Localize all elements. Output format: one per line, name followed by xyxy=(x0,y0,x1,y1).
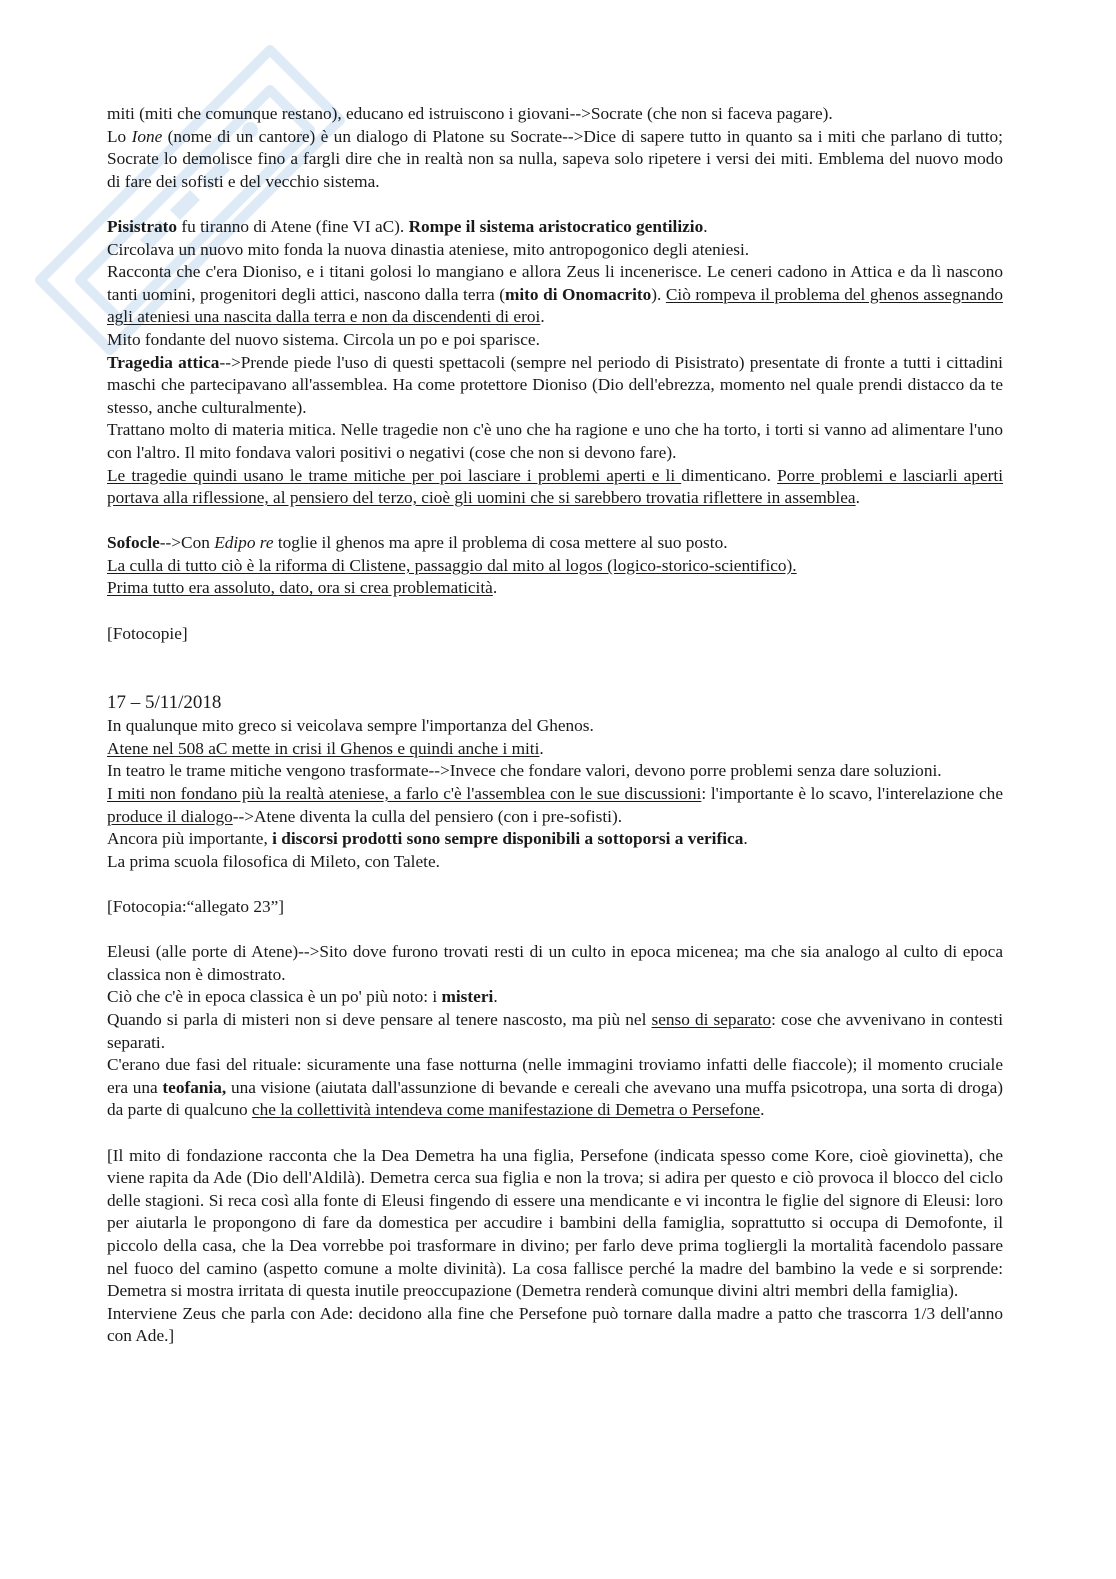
paragraph: [Fotocopia:“allegato 23”] xyxy=(107,897,285,916)
paragraph: Ciò che c'è in epoca classica è un po' più noto: i misteri. xyxy=(107,987,498,1007)
paragraph: C'erano due fasi del rituale: sicuramente una fase notturna (nelle immagini troviamo infatti delle fiaccole); il momento cruciale era una teofania, una visione (aiutata dall'assunzione di bevande e cereali che avevano una muffa psicotropa, una sorta di droga) da parte di qualcuno che la collettività intendeva come manifestazione di Demetra o Persefone. xyxy=(107,1055,1003,1120)
paragraph: In qualunque mito greco si veicolava sempre l'importanza del Ghenos. xyxy=(107,716,594,736)
paragraph: Mito fondante del nuovo sistema. Circola un po e poi sparisce. xyxy=(107,329,540,349)
paragraph: Prima tutto era assoluto, dato, ora si crea problematicità. xyxy=(107,578,498,598)
paragraph: Pisistrato fu tiranno di Atene (fine VI aC). Rompe il sistema aristocratico gentilizio. xyxy=(107,216,708,236)
paragraph: miti (miti che comunque restano), educano ed istruiscono i giovani-->Socrate (che non si faceva pagare). xyxy=(107,104,833,123)
paragraph: Atene nel 508 aC mette in crisi il Ghenos e quindi anche i miti. xyxy=(107,738,544,758)
paragraph: Eleusi (alle porte di Atene)-->Sito dove furono trovati resti di un culto in epoca micenea; ma che sia analogo al culto di epoca classica non è dimostrato. xyxy=(107,942,1003,984)
paragraph: Sofocle-->Con Edipo re toglie il ghenos ma apre il problema di cosa mettere al suo posto. xyxy=(107,533,728,553)
paragraph: Circolava un nuovo mito fonda la nuova dinastia ateniese, mito antropogonico degli ateniesi. xyxy=(107,239,750,259)
paragraph: In teatro le trame mitiche vengono trasformate-->Invece che fondare valori, devono porre problemi senza dare soluzioni. xyxy=(107,761,942,781)
paragraph: La culla di tutto ciò è la riforma di Clistene, passaggio dal mito al logos (logico-storico-scientifico). xyxy=(107,555,797,575)
paragraph: Lo Ione (nome di un cantore) è un dialogo di Platone su Socrate-->Dice di sapere tutto in quanto sa i miti che parlano di tutto; Socrate lo demolisce fino a fargli dire che in realtà non sa nulla, sapeva solo ripetere i versi dei miti. Emblema del nuovo modo di fare dei sofisti e del vecchio sistema. xyxy=(107,126,1003,191)
paragraph: Interviene Zeus che parla con Ade: decidono alla fine che Persefone può tornare dalla madre a patto che trascorra 1/3 dell'anno con Ade.] xyxy=(107,1303,1003,1346)
document-page xyxy=(107,103,1003,1348)
paragraph: La prima scuola filosofica di Mileto, con Talete. xyxy=(107,851,440,871)
paragraph: [Il mito di fondazione racconta che la Dea Demetra ha una figlia, Persefone (indicata spesso come Kore, cioè giovinetta), che viene rapita da Ade (Dio dell'Aldilà). Demetra cerca sua figlia e non la trova; si adira per questo e ciò provoca il blocco del ciclo delle stagioni. Si reca così alla fonte di Eleusi fingendo di essere una mendicante e vi incontra le figlie del signore di Eleusi: loro per aiutarla le propongono di fare da domestica per accudire i bambini della famiglia, soprattutto si occupa di Demofonte, il piccolo della casa, che la Dea vorrebbe poi trasformare in divino; per farlo deve prima togliergli la mortalità facendolo passare nel fuoco del camino (aspetto comune a molte divinità). La cosa fallisce perché la madre del bambino la vede e si sorprende: Demetra si mostra irritata di questa inutile preoccupazione (Demetra renderà comunque divini altri membri della famiglia). xyxy=(107,1145,1003,1301)
paragraph: [Fotocopie] xyxy=(107,623,188,643)
paragraph: Trattano molto di materia mitica. Nelle tragedie non c'è uno che ha ragione e uno che ha torto, i torti si vanno ad alimentare l'uno con l'altro. Il mito fondava valori positivi o negativi (cose che non si devono fare). xyxy=(107,420,1003,462)
paragraph: Racconta che c'era Dioniso, e i titani golosi lo mangiano e allora Zeus li incenerisce. Le ceneri cadono in Attica e da lì nascono tanti uomini, progenitori degli attici, nascono dalla terra (mito di Onomacrito). Ciò rompeva il problema del ghenos assegnando agli ateniesi una nascita dalla terra e non da discendenti di eroi. xyxy=(107,262,1003,327)
paragraph: Ancora più importante, i discorsi prodotti sono sempre disponibili a sottoporsi a verifica. xyxy=(107,829,748,849)
paragraph: Le tragedie quindi usano le trame mitiche per poi lasciare i problemi aperti e li dimenticano. Porre problemi e lasciarli aperti portava alla riflessione, al pensiero del terzo, cioè gli uomini che si sarebbero trovatia riflettere in assemblea. xyxy=(107,465,1004,508)
paragraph: I miti non fondano più la realtà ateniese, a farlo c'è l'assemblea con le sue discussioni: l'importante è lo scavo, l'interelazione che produce il dialogo-->Atene diventa la culla del pensiero (con i pre-sofisti). xyxy=(107,784,1003,826)
paragraph: Quando si parla di misteri non si deve pensare al tenere nascosto, ma più nel senso di separato: cose che avvenivano in contesti separati. xyxy=(107,1009,1003,1052)
paragraph: Tragedia attica-->Prende piede l'uso di questi spettacoli (sempre nel periodo di Pisistrato) presentate di fronte a tutti i cittadini maschi che partecipavano all'assemblea. Ha come protettore Dioniso (Dio dell'ebrezza, momento nel quale prendi distacco da te stesso, anche culturalmente). xyxy=(107,352,1003,417)
lesson-date: 17 – 5/11/2018 xyxy=(107,692,222,714)
